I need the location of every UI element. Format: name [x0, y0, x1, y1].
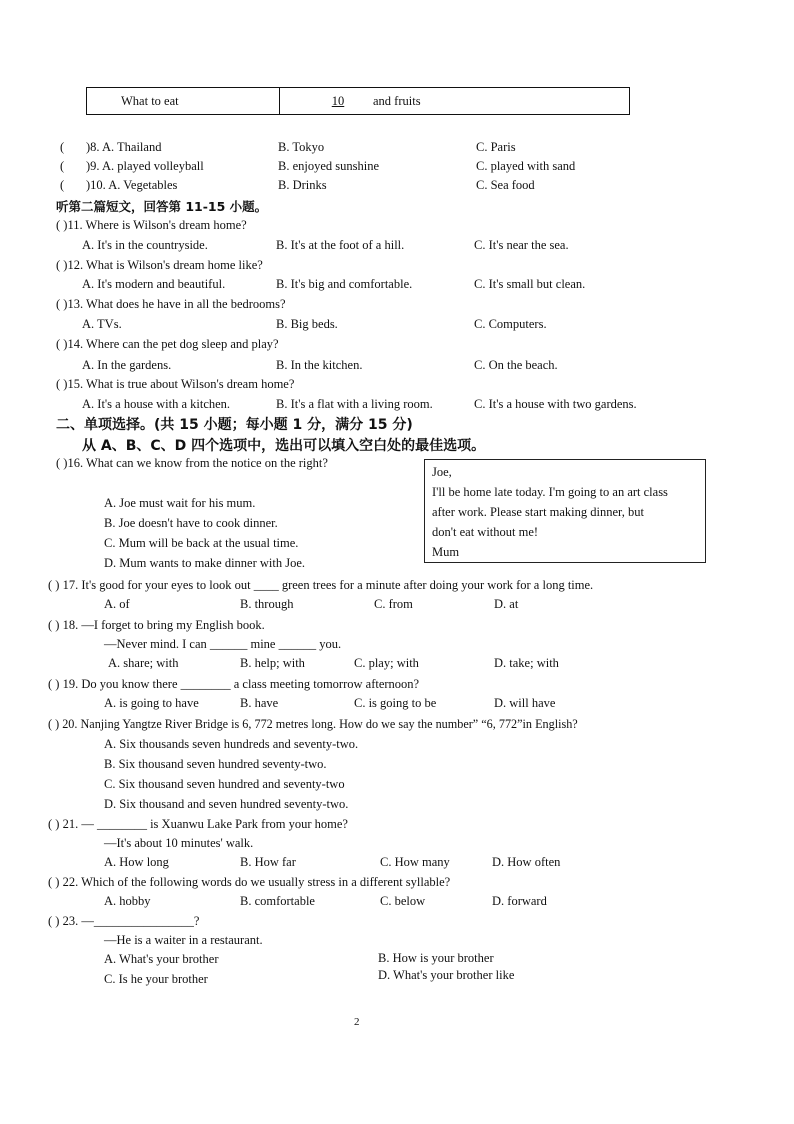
q9-option-b: B. enjoyed sunshine [278, 159, 380, 173]
section2-title: 二、单项选择。(共 15 小题；每小题 1 分，满分 15 分) [56, 417, 413, 433]
q21-option-d: D. How often [492, 855, 561, 869]
q11-stem: ( )11. Where is Wilson's dream home? [56, 218, 247, 232]
table-blank-answer: 10 [331, 94, 345, 108]
section2-instructions: 从 A、B、C、D 四个选项中，选出可以填入空白处的最佳选项。 [82, 438, 486, 454]
q8-option-b: B. Tokyo [278, 140, 325, 154]
q12-stem: ( )12. What is Wilson's dream home like? [56, 258, 263, 272]
q22-option-b: B. comfortable [240, 894, 315, 908]
q14-option-b: B. In the kitchen. [276, 358, 363, 372]
q15-option-b: B. It's a flat with a living room. [276, 397, 433, 411]
q16-option-b: B. Joe doesn't have to cook dinner. [104, 516, 278, 530]
q20-option-c: C. Six thousand seven hundred and seventy-two [104, 777, 345, 791]
table-suffix: and fruits [373, 94, 421, 108]
q15-option-c: C. It's a house with two gardens. [474, 397, 637, 411]
q21-stem: ( ) 21. — ________ is Xuanwu Lake Park from your home? [48, 817, 348, 831]
q19-option-a: A. is going to have [104, 696, 199, 710]
q19-option-d: D. will have [494, 696, 556, 710]
q10-option-a: )10. A. Vegetables [86, 178, 178, 192]
section-listen2-heading: 听第二篇短文，回答第 11-15 小题。 [56, 199, 268, 214]
q19-option-c: C. is going to be [354, 696, 437, 710]
q12-option-a: A. It's modern and beautiful. [82, 277, 226, 291]
q12-option-c: C. It's small but clean. [474, 277, 586, 291]
q17-option-a: A. of [104, 597, 130, 611]
q23-option-d: D. What's your brother like [378, 968, 515, 982]
q13-option-c: C. Computers. [474, 317, 547, 331]
q8-bracket: ( [60, 140, 65, 154]
q12-option-b: B. It's big and comfortable. [276, 277, 413, 291]
q10-bracket: ( [60, 178, 65, 192]
q20-option-d: D. Six thousand and seven hundred seventy-two. [104, 797, 349, 811]
q13-option-a: A. TVs. [82, 317, 122, 331]
q17-option-c: C. from [374, 597, 413, 611]
q8-option-c: C. Paris [476, 140, 516, 154]
q9-option-c: C. played with sand [476, 159, 576, 173]
q11-option-c: C. It's near the sea. [474, 238, 569, 252]
answer-table-row [86, 87, 630, 115]
q18-stem: ( ) 18. —I forget to bring my English book. [48, 618, 265, 632]
q22-option-c: C. below [380, 894, 426, 908]
q23-stem-reply: —He is a waiter in a restaurant. [104, 933, 263, 947]
notice-line-1: Joe, [432, 465, 452, 479]
q13-option-b: B. Big beds. [276, 317, 338, 331]
q16-stem: ( )16. What can we know from the notice on the right? [56, 456, 328, 470]
notice-line-2: I'll be home late today. I'm going to an art class [432, 485, 668, 499]
q18-option-b: B. help; with [240, 656, 305, 670]
q9-bracket: ( [60, 159, 65, 173]
q8-option-a: )8. A. Thailand [86, 140, 162, 154]
q17-option-b: B. through [240, 597, 294, 611]
q23-stem: ( ) 23. —________________? [48, 914, 200, 928]
notice-line-5: Mum [432, 545, 460, 559]
q15-stem: ( )15. What is true about Wilson's dream home? [56, 377, 295, 391]
q23-option-a: A. What's your brother [104, 952, 219, 966]
q11-option-b: B. It's at the foot of a hill. [276, 238, 405, 252]
q17-option-d: D. at [494, 597, 519, 611]
q16-option-d: D. Mum wants to make dinner with Joe. [104, 556, 306, 570]
q14-stem: ( )14. Where can the pet dog sleep and play? [56, 337, 279, 351]
page-number: 2 [354, 1016, 360, 1028]
q22-option-d: D. forward [492, 894, 547, 908]
q18-option-a: A. share; with [108, 656, 179, 670]
q19-stem: ( ) 19. Do you know there ________ a class meeting tomorrow afternoon? [48, 677, 420, 691]
q14-option-a: A. In the gardens. [82, 358, 172, 372]
q13-stem: ( )13. What does he have in all the bedrooms? [56, 297, 286, 311]
q21-option-a: A. How long [104, 855, 169, 869]
q20-option-a: A. Six thousands seven hundreds and seventy-two. [104, 737, 359, 751]
q16-option-a: A. Joe must wait for his mum. [104, 496, 256, 510]
q19-option-b: B. have [240, 696, 279, 710]
q22-stem: ( ) 22. Which of the following words do we usually stress in a different syllable? [48, 875, 451, 889]
q23-option-b: B. How is your brother [378, 951, 494, 965]
q9-option-a: )9. A. played volleyball [86, 159, 204, 173]
q17-stem: ( ) 17. It's good for your eyes to look out ____ green trees for a minute after doing your work for a long time. [48, 578, 594, 592]
table-divider [279, 88, 280, 114]
q21-option-b: B. How far [240, 855, 296, 869]
q20-stem: ( ) 20. Nanjing Yangtze River Bridge is 6, 772 metres long. How do we say the number” “6, 772”in English? [48, 717, 578, 731]
q14-option-c: C. On the beach. [474, 358, 558, 372]
q21-option-c: C. How many [380, 855, 450, 869]
q16-option-c: C. Mum will be back at the usual time. [104, 536, 299, 550]
q18-option-d: D. take; with [494, 656, 559, 670]
notice-box [424, 459, 706, 563]
q23-option-c: C. Is he your brother [104, 972, 208, 986]
q10-option-c: C. Sea food [476, 178, 535, 192]
q15-option-a: A. It's a house with a kitchen. [82, 397, 231, 411]
q18-stem-reply: —Never mind. I can ______ mine ______ you. [104, 637, 342, 651]
q10-option-b: B. Drinks [278, 178, 327, 192]
table-label: What to eat [121, 94, 179, 108]
notice-line-4: don't eat without me! [432, 525, 539, 539]
notice-line-3: after work. Please start making dinner, but [432, 505, 644, 519]
q22-option-a: A. hobby [104, 894, 151, 908]
q20-option-b: B. Six thousand seven hundred seventy-two. [104, 757, 327, 771]
q18-option-c: C. play; with [354, 656, 419, 670]
q21-stem-reply: —It's about 10 minutes' walk. [104, 836, 254, 850]
q11-option-a: A. It's in the countryside. [82, 238, 208, 252]
